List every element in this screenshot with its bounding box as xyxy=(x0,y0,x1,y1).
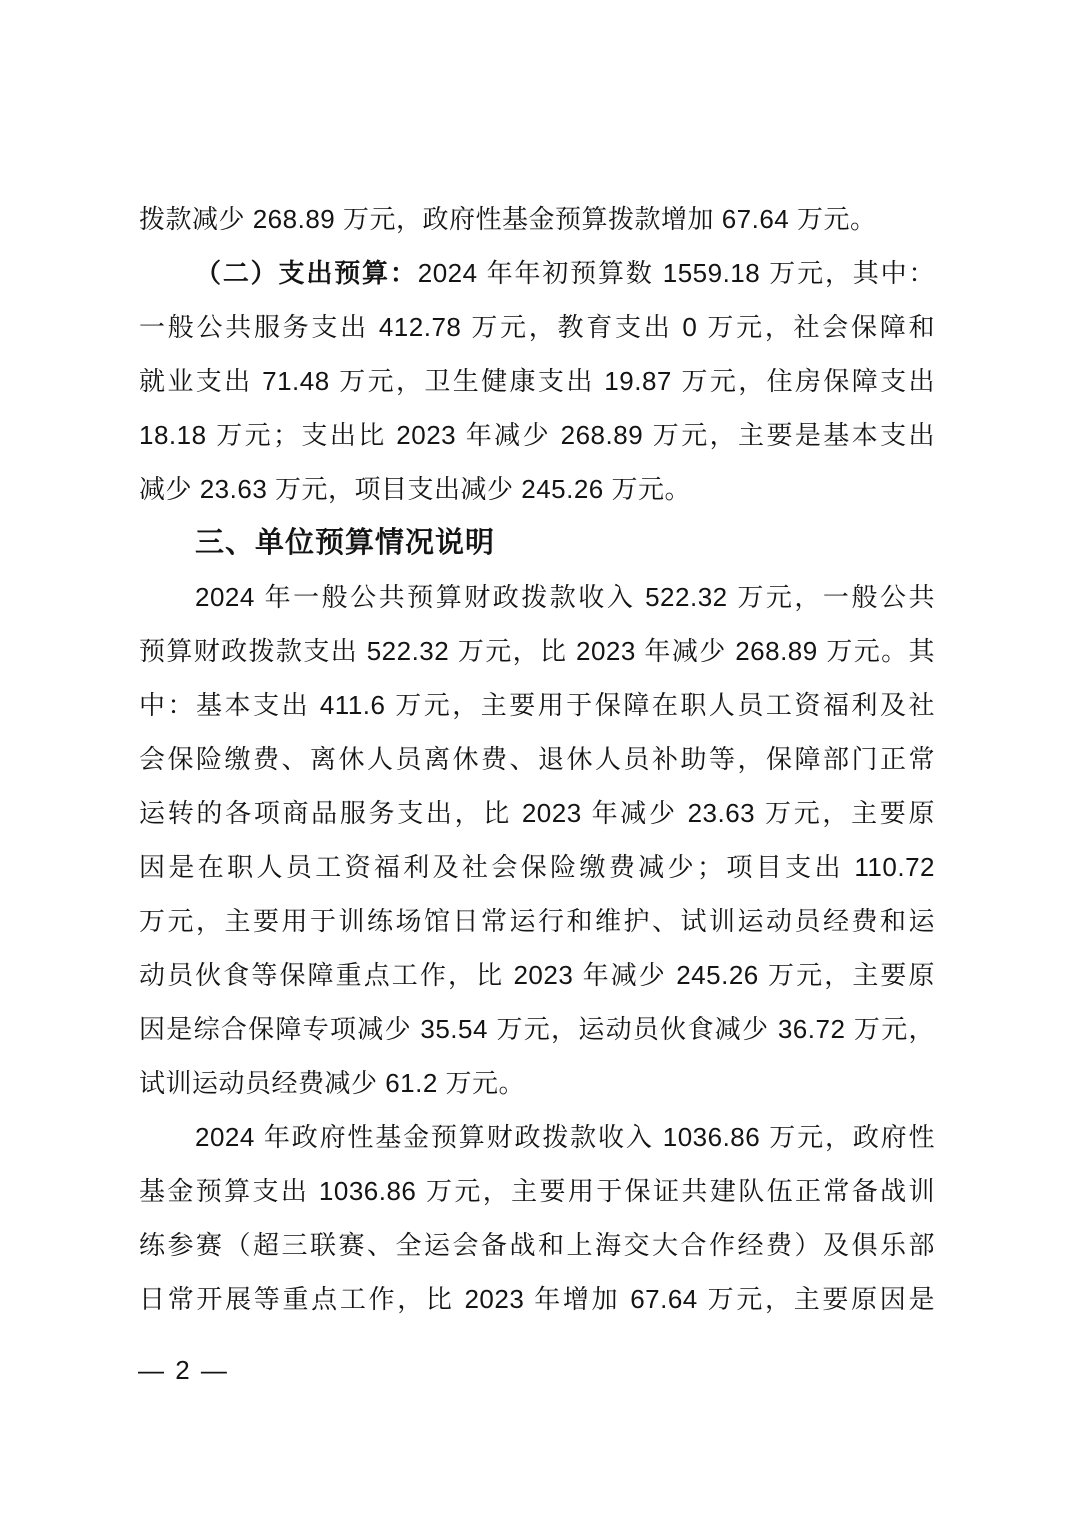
para-general-budget-line-4: 会保险缴费、离休人员离休费、退休人员补助等，保障部门正常 xyxy=(139,744,935,774)
para-expenditure-line-4: 18.18 万元；支出比 2023 年减少 268.89 万元，主要是基本支出 xyxy=(139,420,935,450)
para-general-budget-line-3: 中：基本支出 411.6 万元，主要用于保障在职人员工资福利及社 xyxy=(139,690,935,720)
para-expenditure-line-1 xyxy=(139,246,935,300)
para-general-budget-line-9: 因是综合保障专项减少 35.54 万元，运动员伙食减少 36.72 万元， xyxy=(139,1014,935,1044)
para-general-budget-line-7: 万元，主要用于训练场馆日常运行和维护、试训运动员经费和运 xyxy=(139,906,935,936)
para-gov-fund-line-4: 日常开展等重点工作，比 2023 年增加 67.64 万元，主要原因是 xyxy=(139,1284,935,1314)
para-general-budget-line-5: 运转的各项商品服务支出，比 2023 年减少 23.63 万元，主要原 xyxy=(139,798,935,828)
para-gov-fund-line-3: 练参赛（超三联赛、全运会备战和上海交大合作经费）及俱乐部 xyxy=(139,1230,935,1260)
para-general-budget-line-8: 动员伙食等保障重点工作，比 2023 年减少 245.26 万元，主要原 xyxy=(139,960,935,990)
para-expenditure-line-2: 一般公共服务支出 412.78 万元，教育支出 0 万元，社会保障和 xyxy=(139,312,935,342)
para-general-budget-line-1: 2024 年一般公共预算财政拨款收入 522.32 万元，一般公共 xyxy=(195,582,935,612)
document-body xyxy=(139,192,935,1326)
para-general-budget-line-2: 预算财政拨款支出 522.32 万元，比 2023 年减少 268.89 万元。其 xyxy=(139,636,935,666)
para-gov-fund-line-2: 基金预算支出 1036.86 万元，主要用于保证共建队伍正常备战训 xyxy=(139,1176,935,1206)
para-carryover-line: 拨款减少 268.89 万元，政府性基金预算拨款增加 67.64 万元。 xyxy=(139,204,877,234)
para-general-budget-line-6: 因是在职人员工资福利及社会保险缴费减少；项目支出 110.72 xyxy=(139,852,935,882)
para-expenditure-line-1-rest: 2024 年年初预算数 1559.18 万元，其中： xyxy=(417,258,935,288)
section-heading: 三、单位预算情况说明 xyxy=(195,527,496,559)
para-expenditure-line-3: 就业支出 71.48 万元，卫生健康支出 19.87 万元，住房保障支出 xyxy=(139,366,935,396)
para-general-budget-line-10: 试训运动员经费减少 61.2 万元。 xyxy=(139,1068,526,1098)
para-gov-fund-line-1: 2024 年政府性基金预算财政拨款收入 1036.86 万元，政府性 xyxy=(195,1122,935,1152)
para-expenditure-lead: （二）支出预算： xyxy=(195,258,418,288)
page-number: — 2 — xyxy=(138,1355,229,1385)
para-expenditure-line-5: 减少 23.63 万元，项目支出减少 245.26 万元。 xyxy=(139,474,691,504)
